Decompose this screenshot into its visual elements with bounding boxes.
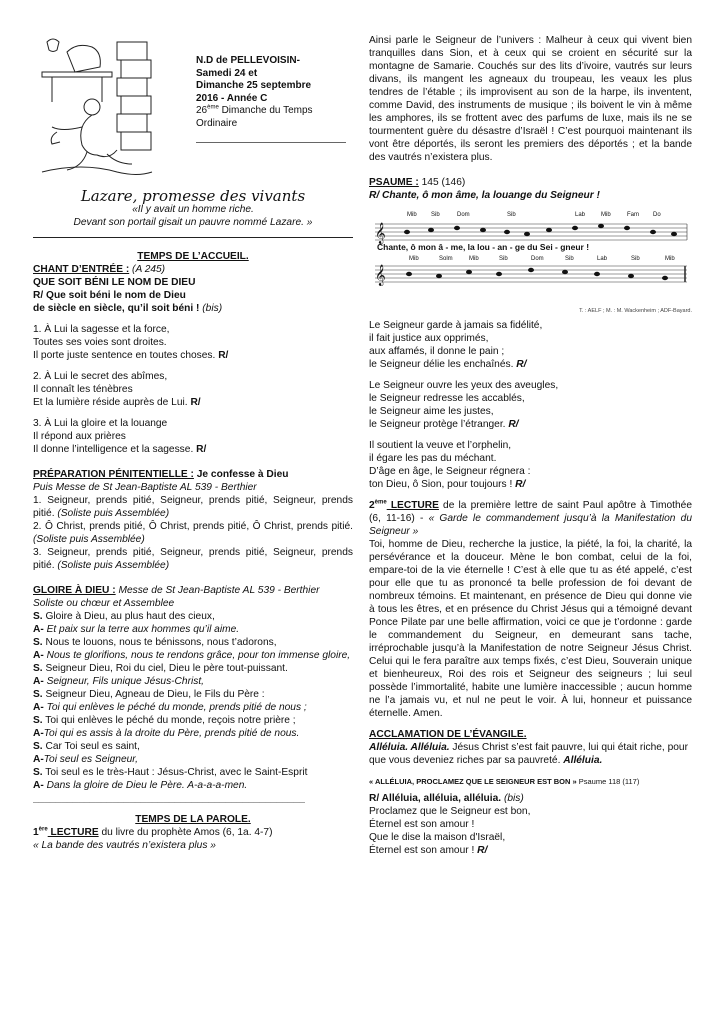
gloire-line	[33, 649, 353, 662]
gloire-text: Et paix sur la terre aux hommes qu’il aime.	[43, 624, 240, 635]
score-credit: T. : AELF ; M. : M. Wackenheim ; ADF-Bayard.	[579, 308, 692, 314]
verse-3-line-1: 3. À Lui la gloire et la louange	[33, 418, 168, 429]
gloire-line	[33, 753, 353, 766]
psalm-text: ton Dieu, ô Sion, pour toujours !	[369, 479, 516, 490]
psalm-s2-l1: Le Seigneur ouvre les yeux des aveugles,	[369, 380, 559, 391]
gloire-text: Nous te glorifions, nous te rendons grâce, pour ton immense gloire,	[43, 650, 351, 661]
treble-clef-icon: 𝄞	[375, 265, 386, 286]
gloire-line	[33, 675, 353, 688]
kyrie-note: (Soliste puis Assemblée)	[33, 534, 145, 545]
refrain-mark: R/	[218, 350, 229, 361]
lecture2-sup: ème	[374, 499, 387, 506]
chord-label: Mib	[407, 212, 417, 218]
gloire-speaker: S.	[33, 637, 43, 648]
gloire-speaker: A-	[33, 754, 44, 765]
refrain-mark: R/	[516, 359, 527, 370]
page-title: Lazare, promesse des vivants	[80, 187, 306, 205]
chord-label: Sib	[507, 212, 516, 218]
gloire-speaker: S.	[33, 767, 43, 778]
gloire-speaker: S.	[33, 663, 43, 674]
alleluia-refrain	[369, 792, 692, 805]
sunday-number: 26	[196, 105, 208, 116]
psalm-s3-l4	[369, 478, 692, 491]
lecture2-text: Toi, homme de Dieu, recherche la justice, la piété, la foi, la charité, la persévérance et la douceur. Mène le bon combat, celui de la foi, empare-toi de la vie éternelle ! C’est à elle que tu as été appelé, c’est pour elle que tu as prononcé ta belle profession de foi devant de nombreux témoins. Et maintenant, en présence de Dieu qui donne vie à tous les êtres, et en présence du Christ Jésus qui a témoigné devant Ponce Pilate par une belle affirmation, voici ce que je t’ordonne : garde le commandement du Seigneur, en demeurant sans tache, irréprochable jusqu’à la Manifestation de notre Seigneur Jésus Christ. Celui qui le fera paraître aux temps fixés, c’est Dieu, Souverain unique et bienheureux, Roi des rois et Seigneur des seigneurs ; lui seul possède l’immortalité, habite une lumière inaccessible ; aucun homme ne l’a jamais vu, et nul ne peut le voir. À lui, honneur et puissance éternelle. Amen.	[369, 539, 692, 719]
alleluia-bis: (bis)	[501, 793, 524, 804]
chord-label: Mib	[665, 256, 675, 262]
kyrie-2	[33, 520, 353, 546]
gloire-rule: ________________________________________________	[33, 793, 305, 804]
lecture2-ref: de la première lettre de saint Paul apôtre à Timothée (6, 11‑16) -	[369, 500, 692, 524]
psalm-s3-l3: D’âge en âge, le Seigneur régnera :	[369, 466, 531, 477]
chord-label: Sib	[631, 256, 640, 262]
header-divider	[196, 142, 346, 143]
chant-refrain-2	[33, 302, 353, 315]
verse-1-line-1: 1. À Lui la sagesse et la force,	[33, 324, 170, 335]
acclamation-text	[369, 741, 692, 767]
lecture1-label: LECTURE	[47, 827, 99, 838]
verse-3-line-2: Il répond aux prières	[33, 431, 126, 442]
gloire-text: Dans la gloire de Dieu le Père. A-a-a-a-men.	[43, 780, 248, 791]
chant-entree	[33, 263, 353, 276]
psalm-s2-l2: le Seigneur redresse les accablés,	[369, 393, 525, 404]
verse-text: Il porte juste sentence en toutes choses.	[33, 350, 219, 361]
lecture1-title: « La bande des vautrés n’existera plus »	[33, 840, 216, 851]
chord-label: Sib	[431, 212, 440, 218]
parish-name: N.D de PELLEVOISIN-	[196, 55, 300, 66]
penitentiel-heading	[33, 468, 353, 481]
lecture1-sup: ère	[38, 826, 48, 833]
psalm-s1-l1: Le Seigneur garde à jamais sa fidélité,	[369, 320, 543, 331]
psalm-s2-l4	[369, 418, 692, 431]
gloire-line	[33, 636, 353, 649]
gloire-speaker: A-	[33, 780, 44, 791]
gloire-line	[33, 701, 353, 714]
score-lyrics: Chante, ô mon â - me, la lou - an - ge du Sei - gneur !	[377, 242, 590, 252]
sunday-text: Dimanche du Temps	[218, 105, 313, 116]
alleluia-2: Alléluia.	[563, 755, 603, 766]
gloire-text: Car Toi seul es saint,	[42, 741, 140, 752]
liturgical-sunday-2: Ordinaire	[196, 117, 238, 129]
alleluia-psalm-heading	[369, 775, 692, 788]
chant-label: CHANT D’ENTRÉE :	[33, 264, 130, 275]
gloire-text: Toi seul es Seigneur,	[43, 754, 138, 765]
gloire-speaker: A-	[33, 650, 44, 661]
refrain-mark: R/	[196, 444, 207, 455]
lecture2-label: LECTURE	[386, 500, 439, 511]
penitentiel-title: Je confesse à Dieu	[193, 469, 289, 480]
gloire-speaker: A-	[33, 624, 44, 635]
gloire-line	[33, 714, 353, 727]
acclamation-verse: Jésus Christ s’est fait pauvre, lui qui était riche, pour que vous deveniez riches par sa pauvreté.	[369, 742, 688, 766]
gloire-speaker: A-	[33, 728, 44, 739]
alleluia-l1: Proclamez que le Seigneur est bon,	[369, 806, 531, 817]
gloire-text: Toi qui enlèves le péché du monde, reçois notre prière ;	[42, 715, 296, 726]
psaume-label: PSAUME :	[369, 177, 419, 188]
verse-3-line-3	[33, 443, 353, 456]
acclamation-heading: ACCLAMATION DE L’ÉVANGILE.	[369, 729, 527, 740]
parole-heading: TEMPS DE LA PAROLE.	[135, 814, 251, 825]
chord-label: Sib	[499, 256, 508, 262]
gloire-text: Seigneur Dieu, Roi du ciel, Dieu le père tout-puissant.	[42, 663, 288, 674]
lecture2-heading	[369, 499, 692, 538]
lecture1-num: 1	[33, 827, 39, 838]
gloire-line	[33, 662, 353, 675]
gloire-text: Toi qui enlèves le péché du monde, prends pitié de nous ;	[43, 702, 307, 713]
psalm-text: le Seigneur délie les enchaînés.	[369, 359, 517, 370]
refrain-bis: (bis)	[199, 303, 223, 314]
psaume-heading	[369, 176, 692, 189]
gloire-label: GLOIRE À DIEU :	[33, 585, 116, 596]
refrain-text: de siècle en siècle, qu’il soit béni !	[33, 303, 200, 314]
section-divider	[33, 237, 353, 238]
kyrie-text: 1. Seigneur, prends pitié, Seigneur, prends pitié, Seigneur, prends pitié.	[33, 495, 353, 519]
gloire-mode: Soliste ou chœur et Assemblee	[33, 598, 175, 609]
gloire-line	[33, 779, 353, 792]
refrain-mark: R/	[190, 397, 201, 408]
kyrie-text: 3. Seigneur, prends pitié, Seigneur, prends pitié, Seigneur, prends pitié.	[33, 547, 353, 571]
verse-2-line-2: Il connaît les ténèbres	[33, 384, 133, 395]
alleluia-l4	[369, 844, 692, 857]
chant-ref: (A 245)	[129, 264, 166, 275]
psaume-ref: 145 (146)	[418, 177, 466, 188]
epigraph-line-2: Devant son portail gisait un pauvre nommé Lazare. »	[73, 217, 313, 228]
gloire-line	[33, 740, 353, 753]
gloire-speaker: S.	[33, 741, 43, 752]
verse-2-line-3	[33, 396, 353, 409]
psalm-s1-l4	[369, 358, 692, 371]
lecture2-title: « Garde le commandement jusqu’à la Manifestation du Seigneur »	[369, 513, 693, 537]
gloire-text: Toi qui es assis à la droite du Père, prends pitié de nous.	[43, 728, 300, 739]
alleluia-refrain-text: R/ Alléluia, alléluia, alléluia.	[369, 793, 502, 804]
left-column	[33, 0, 353, 852]
gloire-line	[33, 727, 353, 740]
gloire-line	[33, 688, 353, 701]
refrain-mark: R/	[477, 845, 488, 856]
right-column	[369, 34, 692, 857]
refrain-mark: R/	[515, 479, 526, 490]
chord-label: Mib	[469, 256, 479, 262]
alleluia-1: Alléluia. Alléluia.	[369, 742, 450, 753]
verse-1-line-2: Toutes ses voies sont droites.	[33, 337, 167, 348]
verse-text: Il donne l’intelligence et la sagesse.	[33, 444, 197, 455]
bulletin-header	[33, 0, 353, 190]
parish-info	[196, 55, 346, 130]
gloire-speaker: A-	[33, 676, 44, 687]
music-score	[369, 204, 692, 304]
alleluia-text: Éternel est son amour !	[369, 845, 478, 856]
gloire-text: Seigneur Dieu, Agneau de Dieu, le Fils du Père :	[42, 689, 265, 700]
kyrie-note: (Soliste puis Assemblée)	[57, 508, 170, 519]
chord-label: Mib	[601, 212, 611, 218]
psalm-s1-l3: aux affamés, il donne le pain ;	[369, 346, 505, 357]
alleluia-l2: Éternel est son amour !	[369, 819, 475, 830]
gloire-text: Seigneur, Fils unique Jésus-Christ,	[43, 676, 204, 687]
psalm-text: le Seigneur protège l’étranger.	[369, 419, 509, 430]
gloire-speaker: S.	[33, 689, 43, 700]
psalm-s3-l2: il égare les pas du méchant.	[369, 453, 497, 464]
gloire-line	[33, 610, 353, 623]
date-line-2: Dimanche 25 septembre	[196, 80, 312, 91]
date-line-1: Samedi 24 et	[196, 67, 258, 79]
chant-refrain-1: R/ Que soit béni le nom de Dieu	[33, 290, 186, 301]
chord-label: Solm	[439, 256, 453, 262]
chord-label: Dom	[457, 212, 470, 218]
lecture1-heading	[33, 826, 353, 839]
gloire-text: Gloire à Dieu, au plus haut des cieux,	[42, 611, 215, 622]
alleluia-psalm-ref: Psaume 118 (117)	[576, 777, 640, 786]
amos-text: Ainsi parle le Seigneur de l’univers : Malheur à ceux qui vivent bien tranquilles dans Sion, et à ceux qui se croient en sécurité sur la montagne de Samarie. Couchés sur des lits d’ivoire, vautrés sur leurs divans, ils mangent les agneaux du troupeau, les veaux les plus tendres de l’étable ; ils improvisent au son de la harpe, ils inventent, comme David, des instruments de musique ; ils boivent le vin à même les amphores, ils se frottent avec des parfums de luxe, mais ils ne se tourmentent guère du désastre d’Israël ! C’est pourquoi maintenant ils vont être déportés, ils seront les premiers des déportés ; et la bande des vautrés n’existera plus.	[369, 35, 692, 163]
kyrie-1	[33, 494, 353, 520]
liturgical-sunday	[196, 105, 346, 118]
penitentiel-label: PRÉPARATION PÉNITENTIELLE :	[33, 469, 194, 480]
verse-text: Et la lumière réside auprès de Lui.	[33, 397, 191, 408]
penitentiel-source: Puis Messe de St Jean-Baptiste AL 539 - Berthier	[33, 482, 257, 493]
chant-title: QUE SOIT BÉNI LE NOM DE DIEU	[33, 277, 196, 288]
psaume-refrain: R/ Chante, ô mon âme, la louange du Seigneur !	[369, 190, 600, 201]
verse-1-line-3	[33, 349, 353, 362]
gloire-line	[33, 623, 353, 636]
psalm-s1-l2: il fait justice aux opprimés,	[369, 333, 489, 344]
psalm-s2-l3: le Seigneur aime les justes,	[369, 406, 494, 417]
chord-label: Mib	[409, 256, 419, 262]
gloire-text: Toi seul es le très-Haut : Jésus-Christ, avec le Saint-Esprit	[42, 767, 308, 778]
lazarus-illustration	[37, 32, 157, 182]
sunday-sup: ème	[207, 104, 219, 111]
treble-clef-icon: 𝄞	[375, 223, 386, 244]
kyrie-text: 2. Ô Christ, prends pitié, Ô Christ, prends pitié, Ô Christ, prends pitié.	[33, 521, 353, 532]
gloire-text: Nous te louons, nous te bénissons, nous t’adorons,	[42, 637, 277, 648]
chord-label: Lab	[575, 212, 586, 218]
refrain-mark: R/	[508, 419, 519, 430]
alleluia-l3: Que le dise la maison d'Israël,	[369, 832, 506, 843]
gloire-source: Messe de St Jean-Baptiste AL 539 - Berthier	[115, 585, 320, 596]
gloire-line	[33, 766, 353, 779]
gloire-speaker: A-	[33, 702, 44, 713]
epigraph-line-1: «Il y avait un homme riche.	[132, 204, 254, 215]
psalm-s3-l1: Il soutient la veuve et l’orphelin,	[369, 440, 512, 451]
chord-label: Lab	[597, 256, 608, 262]
gloire-speaker: S.	[33, 611, 43, 622]
gloire-lines	[33, 610, 353, 792]
chord-label: Sib	[565, 256, 574, 262]
gloire-speaker: S.	[33, 715, 43, 726]
gloire-heading	[33, 584, 353, 597]
kyrie-3	[33, 546, 353, 572]
accueil-heading: TEMPS DE L’ACCUEIL.	[137, 251, 249, 262]
chord-label: Fam	[627, 212, 639, 218]
chord-label: Dom	[531, 256, 544, 262]
lecture2-num: 2	[369, 500, 375, 511]
lecture1-ref: du livre du prophète Amos (6, 1a. 4‑7)	[98, 827, 273, 838]
kyrie-note: (Soliste puis Assemblée)	[57, 560, 170, 571]
date-line-3: 2016 - Année C	[196, 92, 268, 104]
alleluia-psalm-title: « ALLÉLUIA, PROCLAMEZ QUE LE SEIGNEUR EST BON »	[369, 777, 577, 786]
chord-label: Do	[653, 212, 661, 218]
verse-2-line-1: 2. À Lui le secret des abîmes,	[33, 371, 168, 382]
